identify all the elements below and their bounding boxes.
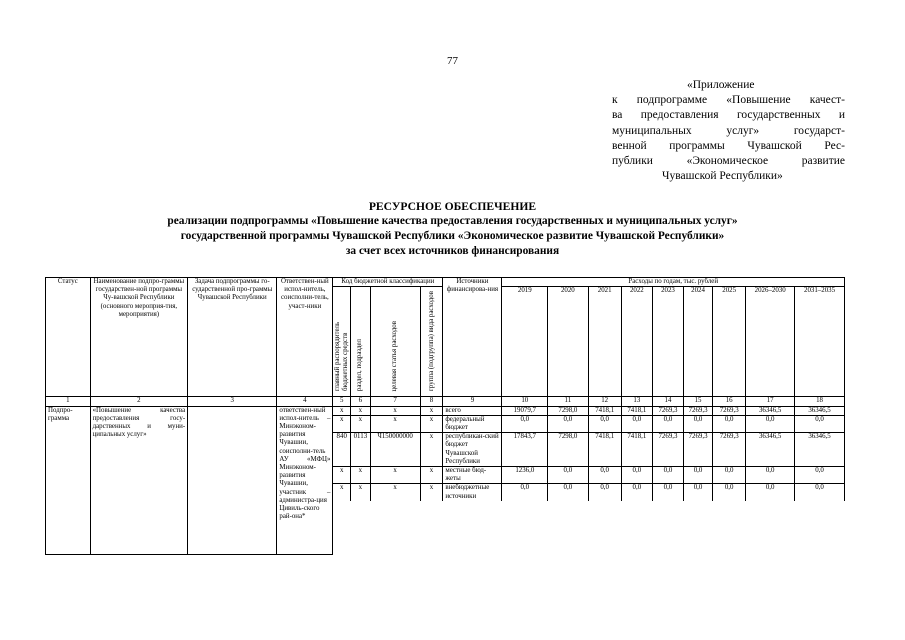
value-cell: 0,0 [588,467,621,484]
column-number: 15 [684,397,713,406]
appendix-line: ва предоставления государственных и [612,109,845,122]
table-blank-area [333,501,845,555]
header-grbs: главный распорядитель бюджетных средств [333,287,351,397]
value-cell: 0,0 [746,484,795,501]
column-number: 18 [795,397,845,406]
target-cell: x [370,467,420,484]
section-cell: x [351,406,371,415]
target-cell: Ч150000000 [370,433,420,467]
target-cell: x [370,484,420,501]
column-number: 1 [46,397,91,406]
header-name: Наименование подпро-граммы государствен-ной программы Чу-вашской Республики (основного мероприя-тия, мероприятия) [90,278,188,397]
header-year: 2019 [502,287,548,397]
target-cell: x [370,406,420,415]
value-cell: 1236,0 [502,467,548,484]
value-cell: 0,0 [621,484,652,501]
column-number-row [46,397,845,406]
value-cell: 36346,5 [746,433,795,467]
source-cell: всего [443,406,502,415]
value-cell: 7418,1 [621,433,652,467]
column-number: 11 [548,397,588,406]
value-cell: 7298,0 [548,406,588,415]
group-cell: x [420,406,443,415]
header-year: 2021 [588,287,621,397]
heading-line: реализации подпрограммы «Повышение качества предоставления государственных и муниципальных услуг» [167,215,738,227]
header-year: 2026–2030 [746,287,795,397]
value-cell: 0,0 [652,484,683,501]
value-cell: 0,0 [713,467,746,484]
value-cell: 0,0 [684,467,713,484]
section-cell: x [351,467,371,484]
value-cell: 0,0 [621,467,652,484]
header-group: группа (подгруппа) вида расходов [420,287,443,397]
value-cell: 0,0 [652,415,683,432]
column-number: 13 [621,397,652,406]
value-cell: 19079,7 [502,406,548,415]
value-cell: 0,0 [621,415,652,432]
section-cell: x [351,484,371,501]
appendix-line: муниципальных услуг» государст- [612,124,845,137]
header-year: 2020 [548,287,588,397]
value-cell: 36346,5 [795,433,845,467]
task-cell [188,406,277,555]
column-number: 6 [351,397,371,406]
header-status: Статус [46,278,91,397]
document-heading [0,199,905,259]
group-cell: x [420,484,443,501]
grbs-cell: x [333,415,351,432]
header-year: 2022 [621,287,652,397]
group-cell: x [420,415,443,432]
table-row [46,406,845,415]
column-number: 4 [277,397,333,406]
value-cell: 0,0 [795,467,845,484]
header-year: 2023 [652,287,683,397]
value-cell: 36346,5 [795,406,845,415]
value-cell: 36346,5 [746,406,795,415]
value-cell: 0,0 [684,484,713,501]
source-cell: республикан-ский бюджет Чувашской Республики [443,433,502,467]
heading-line: за счет всех источников финансирования [345,245,560,257]
value-cell: 0,0 [588,415,621,432]
subprogram-name-cell: «Повышение качества предоставления госу-дарственных и муни-ципальных услуг» [90,406,188,555]
header-year: 2031–2035 [795,287,845,397]
value-cell: 0,0 [588,484,621,501]
value-cell: 7269,3 [713,406,746,415]
value-cell: 7269,3 [684,406,713,415]
group-cell: x [420,433,443,467]
heading-line: государственной программы Чувашской Республики «Экономическое развитие Чувашской Республики» [180,230,725,242]
section-cell: x [351,415,371,432]
value-cell: 7418,1 [621,406,652,415]
appendix-line: публики «Экономическое развитие [612,155,845,168]
header-budget-code: Код бюджетной классификации [333,278,443,287]
header-expenses: Расходы по годам, тыс. рублей [502,278,845,287]
value-cell: 0,0 [548,484,588,501]
column-number: 14 [652,397,683,406]
value-cell: 7269,3 [684,433,713,467]
page-number: 77 [447,55,458,67]
value-cell: 0,0 [795,415,845,432]
source-cell: местные бюд-жеты [443,467,502,484]
appendix-line: «Приложение [687,79,755,91]
value-cell: 0,0 [502,415,548,432]
grbs-cell: x [333,406,351,415]
header-year: 2025 [713,287,746,397]
header-target: целевая статья расходов [370,287,420,397]
header-section: раздел, подраздел [351,287,371,397]
value-cell: 0,0 [713,415,746,432]
value-cell: 0,0 [684,415,713,432]
value-cell: 0,0 [795,484,845,501]
target-cell: x [370,415,420,432]
value-cell: 0,0 [746,467,795,484]
appendix-line: венной программы Чувашской Рес- [612,139,845,152]
resource-table [45,277,845,555]
value-cell: 0,0 [652,467,683,484]
header-year: 2024 [684,287,713,397]
value-cell: 0,0 [713,484,746,501]
value-cell: 7418,1 [588,433,621,467]
grbs-cell: x [333,467,351,484]
source-cell: федеральный бюджет [443,415,502,432]
appendix-line: Чувашской Республики» [662,170,783,183]
value-cell: 7269,3 [652,406,683,415]
column-number: 8 [420,397,443,406]
column-number: 5 [333,397,351,406]
header-task: Задача подпрограммы го-сударственной про-граммы Чувашской Республики [188,278,277,397]
value-cell: 17843,7 [502,433,548,467]
column-number: 12 [588,397,621,406]
group-cell: x [420,467,443,484]
value-cell: 0,0 [502,484,548,501]
column-number: 3 [188,397,277,406]
column-number: 9 [443,397,502,406]
column-number: 10 [502,397,548,406]
column-number: 2 [90,397,188,406]
heading-title: РЕСУРСНОЕ ОБЕСПЕЧЕНИЕ [368,200,537,213]
column-number: 17 [746,397,795,406]
value-cell: 0,0 [548,467,588,484]
value-cell: 0,0 [548,415,588,432]
value-cell: 7298,0 [548,433,588,467]
value-cell: 7269,3 [713,433,746,467]
column-number: 16 [713,397,746,406]
appendix-line: к подпрограмме «Повышение качест- [612,94,845,107]
source-cell: внебюджетные источники [443,484,502,501]
value-cell: 7418,1 [588,406,621,415]
section-cell: 0113 [351,433,371,467]
status-cell: Подпро-грамма [46,406,91,555]
executor-cell: ответствен-ный испол-нитель – Минэконом-развития Чувашии, соисполни-тель АУ «МФЦ» Минэконом-развития Чувашии, участник – администра-ция Цивиль-ского рай-она* [277,406,333,555]
appendix-note [612,78,845,184]
grbs-cell: 840 [333,433,351,467]
header-row [46,278,845,287]
header-executor: Ответствен-ный испол-нитель, соисполни-тель, участ-ники [277,278,333,397]
value-cell: 7269,3 [652,433,683,467]
column-number: 7 [370,397,420,406]
header-source: Источники финансирова-ния [443,278,502,397]
grbs-cell: x [333,484,351,501]
value-cell: 0,0 [746,415,795,432]
